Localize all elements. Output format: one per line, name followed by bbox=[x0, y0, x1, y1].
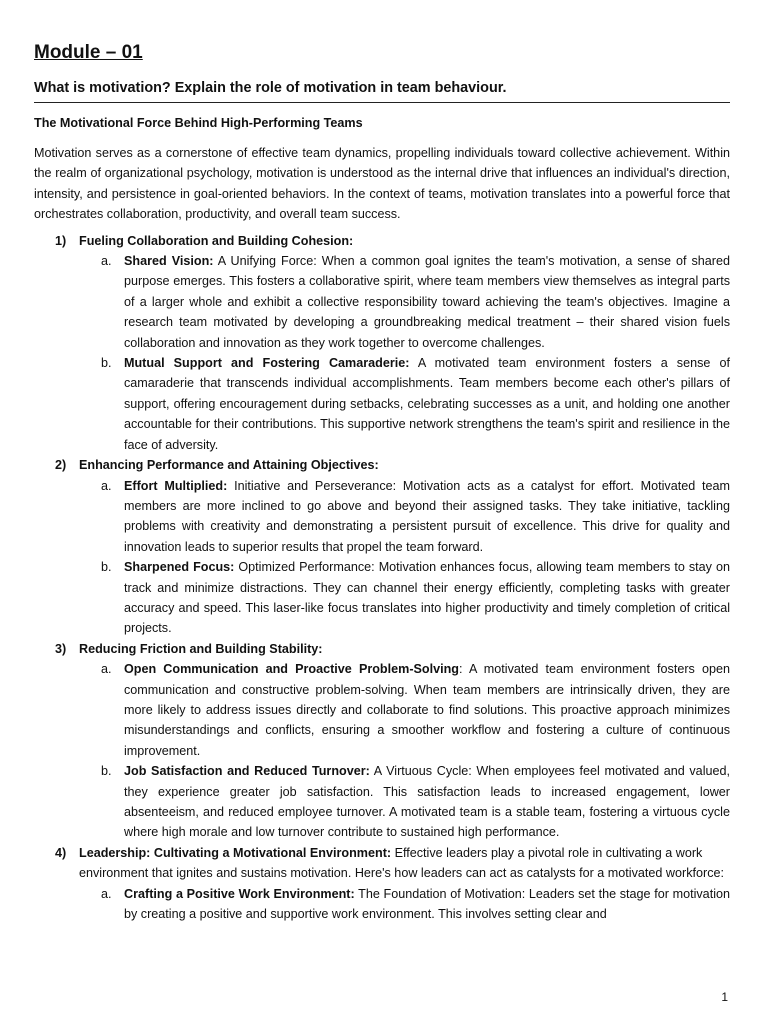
point-item bbox=[34, 843, 730, 925]
point-item bbox=[34, 455, 730, 639]
sub-point-text: Initiative and Perseverance: Motivation acts as a catalyst for effort. Motivated team members are more inclined to go above and beyond their assigned tasks. They take initiative, tackling problems with creativity and demonstrating a persistent pursuit of excellence. This drive for quality and innovation leads to superior results that propel the team forward. bbox=[124, 478, 730, 554]
sub-point-letter: b. bbox=[101, 764, 112, 779]
point-number: 2) bbox=[55, 458, 67, 473]
sub-point-letter: a. bbox=[101, 886, 112, 901]
sub-points-list bbox=[79, 884, 730, 925]
sub-point-item bbox=[79, 659, 730, 761]
sub-point-letter: b. bbox=[101, 356, 112, 371]
point-title: Reducing Friction and Building Stability: bbox=[79, 641, 323, 656]
module-title: Module – 01 bbox=[34, 42, 143, 63]
sub-point-item bbox=[79, 557, 730, 639]
sub-point-item bbox=[79, 251, 730, 353]
sub-point-text: Optimized Performance: Motivation enhances focus, allowing team members to stay on track and minimize distractions. They can channel their energy efficiently, completing tasks with greater accuracy and speed. This laser-like focus translates into higher productivity and timely completion of critical projects. bbox=[124, 560, 730, 636]
sub-point-title: Crafting a Positive Work Environment: bbox=[124, 886, 355, 901]
sub-point-item bbox=[79, 761, 730, 843]
main-points-list bbox=[34, 231, 730, 925]
sub-point-title: Open Communication and Proactive Problem-Solving bbox=[124, 662, 460, 677]
sub-points-list bbox=[79, 659, 730, 843]
point-number: 3) bbox=[55, 641, 67, 656]
sub-point-title: Effort Multiplied: bbox=[124, 478, 228, 493]
point-title: Fueling Collaboration and Building Cohesion: bbox=[79, 233, 354, 248]
intro-paragraph: Motivation serves as a cornerstone of effective team dynamics, propelling individuals toward collective achievement. Within the realm of organizational psychology, motivation is understood as the internal drive that influences an individual's direction, intensity, and persistence in goal-oriented behaviors. In the context of teams, motivation translates into a powerful force that orchestrates collaboration, productivity, and overall team success. bbox=[34, 146, 730, 222]
sub-points-list bbox=[79, 476, 730, 639]
sub-point-title: Shared Vision: bbox=[124, 254, 214, 269]
point-item bbox=[34, 231, 730, 455]
sub-point-text: A Virtuous Cycle: When employees feel motivated and valued, they experience greater job satisfaction. This satisfaction leads to increased engagement, lower absenteeism, and reduced employee turnover. A motivated team is a stable team, fostering a virtuous cycle where high morale and low turnover contribute to sustained high performance. bbox=[124, 764, 730, 840]
point-title: Enhancing Performance and Attaining Objectives: bbox=[79, 458, 379, 473]
sub-point-letter: a. bbox=[101, 478, 112, 493]
point-body-text: Effective leaders play a pivotal role in cultivating a work environment that ignites and sustains motivation. Here's how leaders can act as catalysts for a motivated workforce: bbox=[79, 845, 724, 881]
sub-point-title: Job Satisfaction and Reduced Turnover: bbox=[124, 764, 370, 779]
point-title: Leadership: Cultivating a Motivational Environment: bbox=[79, 845, 392, 860]
sub-point-title: Mutual Support and Fostering Camaraderie: bbox=[124, 356, 410, 371]
sub-point-letter: a. bbox=[101, 254, 112, 269]
sub-point-letter: b. bbox=[101, 560, 112, 575]
sub-point-title: Sharpened Focus: bbox=[124, 560, 235, 575]
point-number: 1) bbox=[55, 233, 67, 248]
sub-points-list bbox=[79, 251, 730, 455]
sub-point-item bbox=[79, 476, 730, 558]
document-page bbox=[34, 40, 730, 924]
sub-point-text: : A motivated team environment fosters open communication and constructive problem-solving. When team members are intrinsically driven, they are more likely to address issues directly and collaborate to find solutions. This proactive approach minimizes misunderstandings and conflicts, ensuring a smoother workflow and fostering a culture of continuous improvement. bbox=[124, 662, 730, 758]
sub-point-item bbox=[79, 884, 730, 925]
sub-point-text: A motivated team environment fosters a sense of camaraderie that transcends individual accomplishments. Team members become each other's pillars of support, offering encouragement during setbacks, celebrating successes as a unit, and holding one another accountable for their contributions. This supportive network strengthens the team's spirit and resilience in the face of adversity. bbox=[124, 356, 730, 452]
sub-point-letter: a. bbox=[101, 662, 112, 677]
question-heading: What is motivation? Explain the role of motivation in team behaviour. bbox=[34, 78, 730, 103]
sub-point-text: A Unifying Force: When a common goal ignites the team's motivation, a sense of shared purpose emerges. This fosters a collaborative spirit, where team members view themselves as integral parts of a larger whole and exhibit a collective responsibility toward achieving the team's objectives. Imagine a research team motivated by developing a groundbreaking medical treatment – their shared vision fuels collaboration and innovation as they work together to overcome challenges. bbox=[124, 254, 731, 350]
sub-point-text: The Foundation of Motivation: Leaders set the stage for motivation by creating a positive and supportive work environment. This involves setting clear and bbox=[124, 886, 730, 922]
section-heading: The Motivational Force Behind High-Performing Teams bbox=[34, 116, 363, 130]
page-number: 1 bbox=[721, 990, 728, 1004]
point-number: 4) bbox=[55, 845, 67, 860]
sub-point-item bbox=[79, 353, 730, 455]
point-item bbox=[34, 639, 730, 843]
